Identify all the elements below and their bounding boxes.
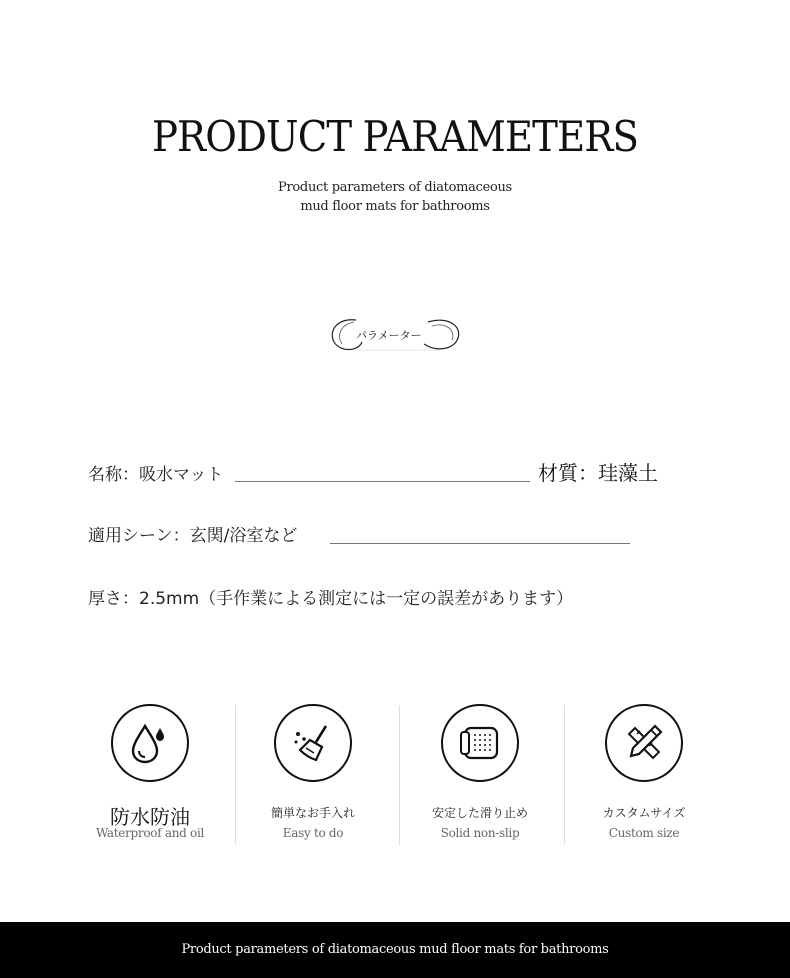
badge-label: パラメーター (356, 329, 422, 342)
feature-divider (235, 705, 236, 845)
feature-label-en: Waterproof and oil (95, 826, 205, 840)
feature-waterproof (75, 704, 225, 844)
feature-label-jp: 安定した滑り止め (431, 806, 528, 820)
feature-label-en: Easy to do (282, 826, 344, 840)
feature-label-en: Solid non-slip (440, 826, 520, 840)
feature-divider (564, 705, 565, 845)
feature-icon-circle (605, 704, 683, 782)
feature-custom-size (569, 704, 719, 844)
subtitle-line-1: Product parameters of diatomaceous (278, 180, 512, 195)
param-usage: 適用シーン：玄関/浴室など (88, 526, 298, 546)
mat-icon (457, 720, 503, 766)
param-thickness: 厚さ：2.5mm（手作業による測定には一定の誤差があります） (88, 589, 574, 609)
page-subtitle (0, 178, 790, 216)
subtitle-line-2: mud floor mats for bathrooms (300, 199, 490, 214)
param-name-underline (235, 481, 530, 482)
water-drop-icon (127, 720, 173, 766)
param-name: 名称：吸水マット (88, 465, 224, 485)
feature-icon-circle (111, 704, 189, 782)
feature-non-slip (405, 704, 555, 844)
feature-label-jp: 簡単なお手入れ (270, 806, 355, 820)
param-material: 材質：珪藻土 (538, 461, 658, 485)
feature-easy-care (238, 704, 388, 844)
feature-divider (399, 705, 400, 845)
footer-text: Product parameters of diatomaceous mud floor mats for bathrooms (181, 942, 609, 957)
footer-bar (0, 922, 790, 978)
feature-label-en: Custom size (608, 826, 680, 840)
param-usage-underline (330, 543, 630, 544)
pencil-ruler-icon (621, 720, 667, 766)
broom-icon (290, 720, 336, 766)
feature-label-jp: 防水防油 (110, 805, 190, 829)
feature-icon-circle (274, 704, 352, 782)
page-title: PRODUCT PARAMETERS (151, 112, 639, 161)
feature-icon-circle (441, 704, 519, 782)
parameter-badge (328, 316, 463, 354)
feature-label-jp: カスタムサイズ (602, 806, 686, 820)
